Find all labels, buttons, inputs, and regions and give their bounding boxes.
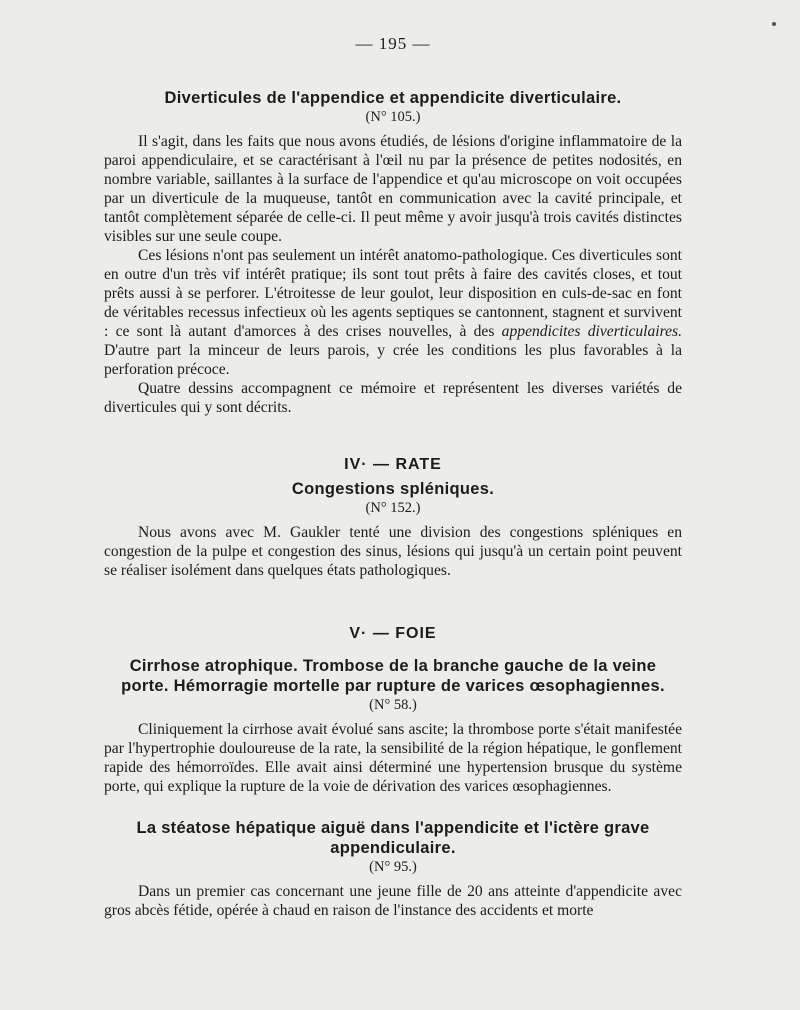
cirrhose-paragraph-1: Cliniquement la cirrhose avait évolué sans ascite; la thrombose porte s'était manifestée par l'hypertrophie douloureuse de la rate, la sensibilité de la région hépatique, le gonflement rapide des hémorroïdes. Elle avait ainsi déterminé une hypertension brusque du système porte, qui explique la rupture de la voie de dérivation des varices œsophagiennes. [104, 721, 682, 795]
steatose-paragraph-1: Dans un premier cas concernant une jeune fille de 20 ans atteinte d'appendicite avec gros abcès fétide, opérée à chaud en raison de l'instance des accidents et morte [104, 883, 682, 919]
diverticules-paragraph-2-start: Ces lésions n'ont pas seulement un intérêt anatomo-pathologique. Ces diverticules sont en outre d'un très vif intérêt pratique; ils sont tout prêts à faire des cavités closes, et tout prêts aussi à se perforer. L'étroitesse de leur goulot, leur disposition en culs-de-sac en font de véritables recessus infectieux où les agents septiques se cantonnent, stagnent et survivent : ce sont là autant d'amorces à des crises nouvelles, à des [104, 247, 682, 340]
section-foie [104, 624, 682, 920]
diverticules-title: Diverticules de l'appendice et appendicite diverticulaire. [164, 89, 622, 107]
diverticules-paragraph-3: Quatre dessins accompagnent ce mémoire et représentent les diverses variétés de diverticules qui y sont décrits. [104, 380, 682, 416]
spacer [104, 417, 682, 455]
cirrhose-title: Cirrhose atrophique. Trombose de la branche gauche de la veine porte. Hémorragie mortelle par rupture de varices œsophagiennes. [121, 657, 665, 695]
page-number: — 195 — [355, 34, 431, 53]
spacer [104, 580, 682, 624]
rate-title: Congestions spléniques. [291, 480, 495, 498]
rate-section-title: IV· — RATE [344, 456, 442, 473]
diverticules-paragraph-1: Il s'agit, dans les faits que nous avons étudiés, de lésions d'origine inflammatoire de la paroi appendiculaire, et se caractérisant à l'œil nu par la présence de petites nodosités, en nombre variable, saillantes à la surface de l'appendice et qu'au microscope on voit occupées par un diverticule de la muqueuse, tantôt en communication avec la cavité principale, et tantôt complètement séparée de celle-ci. Il peut même y avoir jusqu'à trois cavités distinctes visibles sur une seule coupe. [104, 133, 682, 245]
cirrhose-ref: (N° 58.) [369, 697, 417, 713]
spacer [104, 796, 682, 818]
paper-speck [772, 22, 776, 26]
rate-ref: (N° 152.) [365, 500, 421, 516]
spacer [104, 648, 682, 656]
diverticules-paragraph-2-end: D'autre part la minceur de leurs parois, y crée les conditions les plus favorables à la perforation précoce. [104, 342, 682, 378]
foie-section-title: V· — FOIE [349, 625, 437, 642]
steatose-title: La stéatose hépatique aiguë dans l'appendicite et l'ictère grave appendiculaire. [136, 819, 650, 857]
rate-paragraph-1: Nous avons avec M. Gaukler tenté une division des congestions spléniques en congestion de la pulpe et congestion des sinus, lésions qui jusqu'à un certain point peuvent se réaliser isolément dans quelques états pathologiques. [104, 524, 682, 579]
diverticules-ref: (N° 105.) [365, 109, 421, 125]
diverticules-paragraph-2-emphasis: appendicites diverticulaires. [501, 323, 682, 340]
section-rate [104, 455, 682, 580]
diverticules-paragraph-2 [104, 246, 682, 379]
section-diverticules [104, 88, 682, 417]
steatose-ref: (N° 95.) [369, 859, 417, 875]
